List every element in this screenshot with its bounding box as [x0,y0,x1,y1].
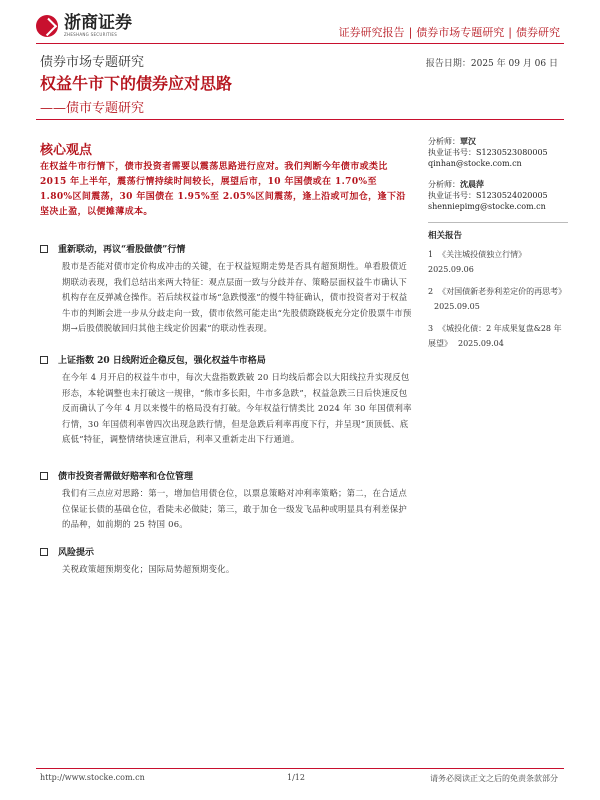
section-body: 在今年 4 月开启的权益牛市中，每次大盘指数跌破 20 日均线后都会以大阳线拉升实现反包形态，本轮调整也未打破这一规律，“熊市多长阳，牛市多急跌”，权益急跌三日后快速反包反而确认了今年 4 月以来慢牛的格局没有打破。今年权益行情类比 2024 年 30 年国债利率行情，30 年国债利率曾四次出现急跌行情，但是急跌后利率再度下行，并呈现“顶顶低、底底低”特征，调整情绪快速宣泄后，利率又重新走出下行通道。 [62,372,412,445]
related-report-title: 《城投化债：2 年成果复盘&28 年展望》 [428,324,562,348]
logo-name-en: ZHESHANG SECURITIES [64,32,118,37]
bullet-square-icon [40,548,48,556]
page-subtitle: ——债市专题研究 [40,101,145,116]
section-index-rebound [40,353,414,448]
report-date: 报告日期：2025 年 09 月 06 日 [425,59,558,69]
logo-icon [36,15,58,37]
logo-name-cn: 浙商证券 [64,13,132,33]
footer-website-link[interactable]: http://www.stocke.com.cn [40,773,145,782]
section-title: 债市投资者需做好赔率和仓位管理 [58,472,194,482]
header-divider [36,43,564,44]
related-reports-heading: 相关报告 [428,222,568,241]
analyst-card [428,136,568,169]
analyst-name: 沈晨萍 [460,179,484,189]
related-reports-list [428,247,568,351]
section-title: 上证指数 20 日线附近企稳反包，强化权益牛市格局 [58,356,266,366]
related-report-title: 《关注城投债独立行情》 [438,250,527,259]
core-view-summary: 在权益牛市行情下，债市投资者需要以震荡思路进行应对。我们判断今年债市或类比 2015 年上半年，震荡行情持续时间较长，展望后市，10 年国债或在 1.70%至 1.80%区间震荡，30 年国债在 1.95%至 2.05%区间震荡，逢上沿或可加仓，逢下沿坚决止盈，以便摊薄成本。 [40,162,406,217]
related-report-title: 《对国债新老券利差定价的再思考》 [438,287,567,296]
core-view-heading: 核心观点 [40,143,93,158]
analyst-label: 分析师： [428,137,460,146]
section-stock-bond-linkage [40,242,414,337]
page-title: 权益牛市下的债券应对思路 [40,74,233,93]
analyst-card [428,179,568,212]
related-report-date: 2025.09.06 [428,265,474,274]
company-logo [36,14,132,37]
bullet-square-icon [40,472,48,480]
related-report-item[interactable] [428,247,568,277]
title-divider [36,119,564,120]
analyst-label: 分析师： [428,180,460,189]
analyst-name: 覃汉 [460,136,476,146]
related-report-index: 1 [428,250,434,259]
footer-disclaimer: 请务必阅读正文之后的免责条款部分 [430,774,558,783]
related-report-date: 2025.09.05 [434,302,480,311]
section-title: 风险提示 [58,548,95,558]
report-series: 债券市场专题研究 [40,55,145,70]
nav-item-bond-research: 债券研究 [516,26,560,39]
section-risk-warning [40,545,414,578]
analyst-email[interactable]: shenniepimg@stocke.com.cn [428,202,546,211]
related-report-index: 2 [428,287,434,296]
analyst-license: 执业证书号：S1230523080005 [428,148,548,157]
bullet-square-icon [40,245,48,253]
section-position-management [40,469,414,533]
section-body: 股市是否能对债市定价构成冲击的关键，在于权益短期走势是否具有超预期性。单看股债近期联动表现，我们总结出来两大特征：观点层面一致与分歧并存、策略层面权益牛市确认下机构存在反弹减仓操作。若后续权益市场“急跌慢涨”的慢牛特征确认，债市投资者对于权益牛市的判断会进一步从分歧走向一致，债市依然可能走出“先股债跷跷板充分定价股票牛市预期→后股债脱敏回归其他主线定价因素”的联动性表现。 [62,261,412,334]
page-number: 1/12 [287,773,305,782]
sidebar [428,136,568,358]
section-title: 重新联动，再议“看股做债”行情 [58,245,186,255]
analyst-email[interactable]: qinhan@stocke.com.cn [428,159,522,168]
related-report-item[interactable] [428,321,568,351]
analyst-license: 执业证书号：S1230524020005 [428,191,548,200]
section-body: 我们有三点应对思路：第一，增加信用债仓位，以票息策略对冲利率策略；第二，在合适点位保证长债的基础仓位，看陡未必做陡；第三，敢于加仓一级发飞品种或明显具有利差保护的品种，如前期的 25 特国 06。 [62,488,407,530]
related-report-index: 3 [428,324,434,333]
bullet-square-icon [40,356,48,364]
report-category-nav: 证券研究报告 | 债券市场专题研究 | 债券研究 [338,26,560,39]
related-report-item[interactable] [428,284,568,314]
nav-item-securities-research: 证券研究报告 [338,26,405,39]
footer-divider [36,768,564,769]
section-body: 关税政策超预期变化；国际局势超预期变化。 [62,564,235,574]
related-report-date: 2025.09.04 [458,339,504,348]
nav-item-bond-special: 债券市场专题研究 [416,26,505,39]
